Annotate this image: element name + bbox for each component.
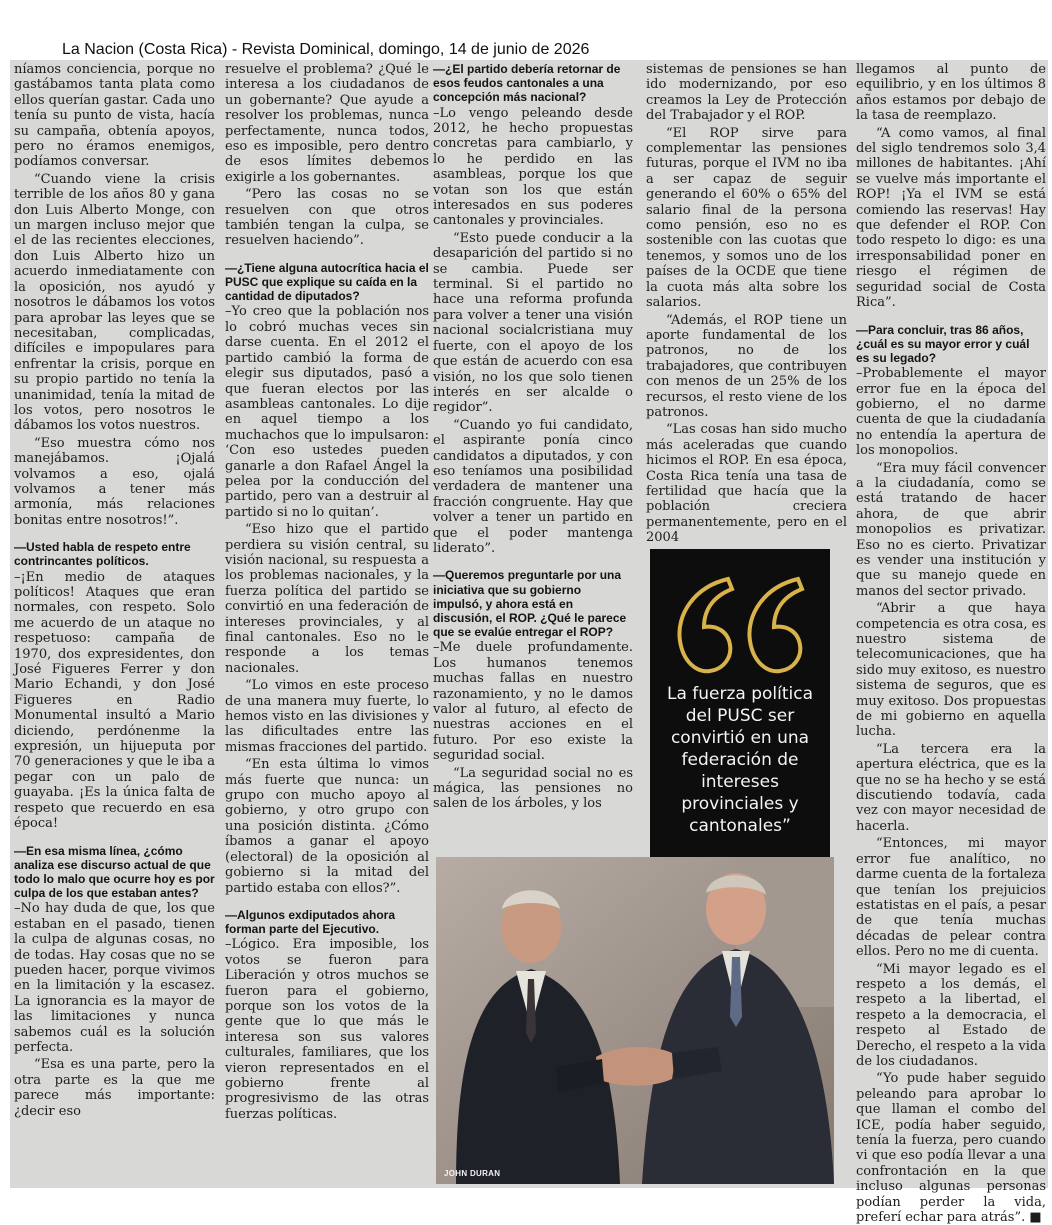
interview-answer: –Yo creo que la población nos lo cobró muchas veces sin darse cuenta. En el 2012 el partido cambió la forma de elegir sus diputados, pasó a que fueran electos por las asambleas cantonales. Lo dije en aquel tiempo a los muchachos que lo impulsaron: ‘Con eso ustedes pueden ganarle a don Rafael Ángel la pelea por la conducción del partido, pero van a destruir al partido si no lo quitan’. [225,304,429,520]
body-paragraph: “Entonces, mi mayor error fue analítico, no darme cuenta de la fortaleza que tenían los prejuicios estatistas en el país, a pesar de que tenía muchas décadas de pelear contra ellos. Pero no me di cuenta. [856,836,1046,960]
body-paragraph: “La seguridad social no es mágica, las pensiones no salen de los árboles, y los [433,765,633,812]
body-paragraph: “Era muy fácil convencer a la ciudadanía, como se está tratando de hacer ahora, de que abrir monopolios es privatizar. Eso no es cierto. Privatizar es vender una institución y que su manejo quede en manos del sector privado. [856,460,1046,599]
body-paragraph: “Las cosas han sido mucho más aceleradas que cuando hicimos el ROP. En esa época, Costa Rica tenía una tasa de fertilidad que hacía que la población creciera permanentemente, pero en el 2004 [646,422,847,546]
quotation-mark-icon [670,571,810,681]
photo-credit: JOHN DURAN [444,1169,501,1178]
pull-quote-box [650,549,830,864]
interview-question: —¿El partido debería retornar de esos feudos cantonales a una concepción más nacional? [433,62,621,105]
interview-answer: –Probablemente el mayor error fue en la época del gobierno, el no darme cuenta de que la ciudadanía no entendía la apertura de los monopolios. [856,366,1046,459]
article-column-4 [646,62,847,546]
interview-question: —En esa misma línea, ¿cómo analiza ese discurso actual de que todo lo malo que ocurre hoy es por culpa de los que estaban antes? [14,843,215,901]
body-paragraph: “Abrir a que haya competencia es otra cosa, es nuestro sistema de telecomunicaciones, que ha sido muy exitoso, es nuestro sistema de seguros, que es muy exitoso. Dos propuestas de mi gobierno en aquella lucha. [856,601,1046,740]
body-paragraph: “Pero las cosas no se resuelven con que otros también tengan la culpa, se resuelven haciendo”. [225,187,429,249]
interview-answer: –Lógico. Era imposible, los votos se fueron para Liberación y otros muchos se fueron para el gobierno, porque son los votos de la gente que lo que más le interesa son sus valores culturales, familiares, que los vieron representados en el gobierno frente al progresivismo de las otras fuerzas políticas. [225,937,429,1122]
interview-question: —Usted habla de respeto entre contrincantes políticos. [14,540,191,569]
body-paragraph: “Además, el ROP tiene un aporte fundamental de los patronos, no de los trabajadores, que contribuyen con menos de un 25% de los recursos, el resto viene de los patronos. [646,312,847,420]
interview-question: —Para concluir, tras 86 años, ¿cuál es su mayor error y cuál es su legado? [856,322,1030,365]
interview-answer: –Me duele profundamente. Los humanos tenemos muchas fallas en nuestro razonamiento, y no le damos valor al futuro, al efecto de nuestras acciones en el futuro. Por eso existe la seguridad social. [433,640,633,764]
body-paragraph: llegamos al punto de equilibrio, y en los últimos 8 años estamos por debajo de la tasa de reemplazo. [856,62,1046,124]
interview-answer: –No hay duda de que, los que estaban en el pasado, tienen la culpa de algunas cosas, no de todas. Hay cosas que no se pueden hacer, porque vivimos en la limitación y la escasez. La ignorancia es la mayor de las limitaciones y nunca sabemos cuál es la solución perfecta. [14,901,215,1055]
article-column-1 [14,62,215,1186]
article-column-5 [856,62,1046,1225]
interview-answer: –Lo vengo peleando desde 2012, he hecho propuestas concretas para cambiarlo, y lo he perdido en las asambleas, porque los que votan son los que están interesados en sus poderes cantonales y provinciales. [433,105,633,229]
page-header: La Nacion (Costa Rica) - Revista Dominical, domingo, 14 de junio de 2026 [62,41,590,58]
article-column-3 [433,62,633,850]
body-paragraph: resuelve el problema? ¿Qué le interesa a los ciudadanos de un gobernante? Que ayude a resolver los problemas, nunca perfectamente, nunca todos, eso es imposible, pero dentro de esos límites debemos exigirle a los gobernantes. [225,62,429,185]
body-paragraph: “La tercera era la apertura eléctrica, que es la que no se ha hecho y se está discutiendo todavía, cada vez con mayor necesidad de hacerla. [856,741,1046,834]
interview-question: —¿Tiene alguna autocrítica hacia el PUSC que explique su caída en la cantidad de diputados? [225,260,429,304]
body-paragraph: “Yo pude haber seguido peleando para aprobar lo que llaman el combo del ICE, podía haber seguido, tenía la fuerza, pero cuando vi que eso podía llevar a una confrontación en la que incluso algunas personas podían perder la vida, preferí echar para atrás”. ■ [856,1071,1046,1225]
news-photo [436,857,834,1184]
interview-question: —Queremos preguntarle por una iniciativa que su gobierno impulsó, y ahora está en discusión, el ROP. ¿Qué le parece que se evalúe entregar el ROP? [433,568,627,640]
interview-question: —Algunos exdiputados ahora forman parte del Ejecutivo. [225,907,396,937]
body-paragraph: “Mi mayor legado es el respeto a los demás, el respeto a la libertad, el respeto a la democracia, el respeto al Estado de Derecho, el respeto a la vida de los ciudadanos. [856,961,1046,1069]
body-paragraph: “Eso hizo que el partido perdiera su visión central, su visión nacional, su respuesta a los problemas nacionales, y la fuerza política del partido se convirtió en una federación de intereses provinciales, y al final cantonales. Eso no le responde a los temas nacionales. [225,522,429,676]
body-paragraph: “Eso muestra cómo nos manejábamos. ¡Ojalá volvamos a eso, ojalá volvamos a tener más armonía, más relaciones bonitas entre nosotros!”. [14,435,215,528]
body-paragraph: “Cuando yo fui candidato, el aspirante ponía cinco candidatos a diputados, y con eso teníamos una posibilidad verdadera de mantener una fracción congruente. Hay que volver a tener un partido en que el poder mantenga liderato”. [433,417,633,556]
body-paragraph: “Cuando viene la crisis terrible de los años 80 y gana don Luis Alberto Monge, con un margen incluso mejor que el de las recientes elecciones, don Luis Alberto hizo un acuerdo inmediatamente con la oposición, nos ayudó y nosotros le dábamos los votos para aprobar las leyes que se necesitaban, complicadas, difíciles e impopulares para enfrentar la crisis, porque en su propio partido no tenía la unanimidad, tenía la mitad de los votos, pero nosotros le dábamos los votos nuestros. [14,171,215,434]
article-column-2 [225,62,429,1186]
body-paragraph: níamos conciencia, porque no gastábamos tanta plata como ellos querían gastar. Cada uno tenía su punto de vista, hacía su campaña, obtenía apoyos, pero no éramos enemigos, podíamos conversar. [14,62,215,170]
body-paragraph: “A como vamos, al final del siglo tendremos solo 3,4 millones de habitantes. ¡Ahí se vuelve más importante el ROP! ¡Ya el IVM se está comiendo las reservas! Hay que defender el ROP. Con todo respeto lo digo: es una irresponsabilidad poner en riesgo el régimen de seguridad social de Costa Rica”. [856,125,1046,311]
body-paragraph: “Lo vimos en este proceso de una manera muy fuerte, lo hemos visto en las divisiones y las dificultades entre las mismas fracciones del partido. [225,678,429,755]
body-paragraph: “Esto puede conducir a la desaparición del partido si no se cambia. Puede ser terminal. Si el partido no hace una reforma profunda para volver a tener una visión nacional socialcristiana muy fuerte, con el apoyo de los que están de acuerdo con esa visión, no los que solo tienen interés en ser alcalde o regidor”. [433,230,633,416]
body-paragraph: “Esa es una parte, pero la otra parte es la que me parece más importante: ¿decir eso [14,1057,215,1119]
body-paragraph: “El ROP sirve para complementar las pensiones futuras, porque el IVM no iba a ser capaz de seguir generando el 60% o 65% del salario final de la persona como pensión, eso no es sostenible con las cuotas que tenemos, y somos uno de los países de la OCDE que tiene la cuota más alta sobre los salarios. [646,125,847,311]
body-paragraph: “En esta última lo vimos más fuerte que nunca: un grupo con mucho apoyo al gobierno, y otro grupo con una posición distinta. ¿Cómo íbamos a ganar el apoyo (electoral) de la oposición al gobierno si la mitad del partido estaba con ellos?”. [225,757,429,896]
pull-quote-text: La fuerza política del PUSC ser convirtió en una federación de intereses provinciales y cantonales” [666,684,814,836]
body-paragraph: sistemas de pensiones se han ido modernizando, por eso creamos la Ley de Protección del Trabajador y el ROP. [646,62,847,124]
interview-answer: –¡En medio de ataques políticos! Ataques que eran normales, con respeto. Solo me acuerdo de un ataque no respetuoso: campaña de 1970, dos expresidentes, don José Figueres Ferrer y don Mario Echandi, y don José Figueres en Radio Monumental insultó a Mario diciendo, perdónenme la expresión, un hijueputa por 70 generaciones y que le iba a pegar con un palo de guayaba. ¡Es la única falta de respeto que recuerdo en esa época! [14,569,215,832]
